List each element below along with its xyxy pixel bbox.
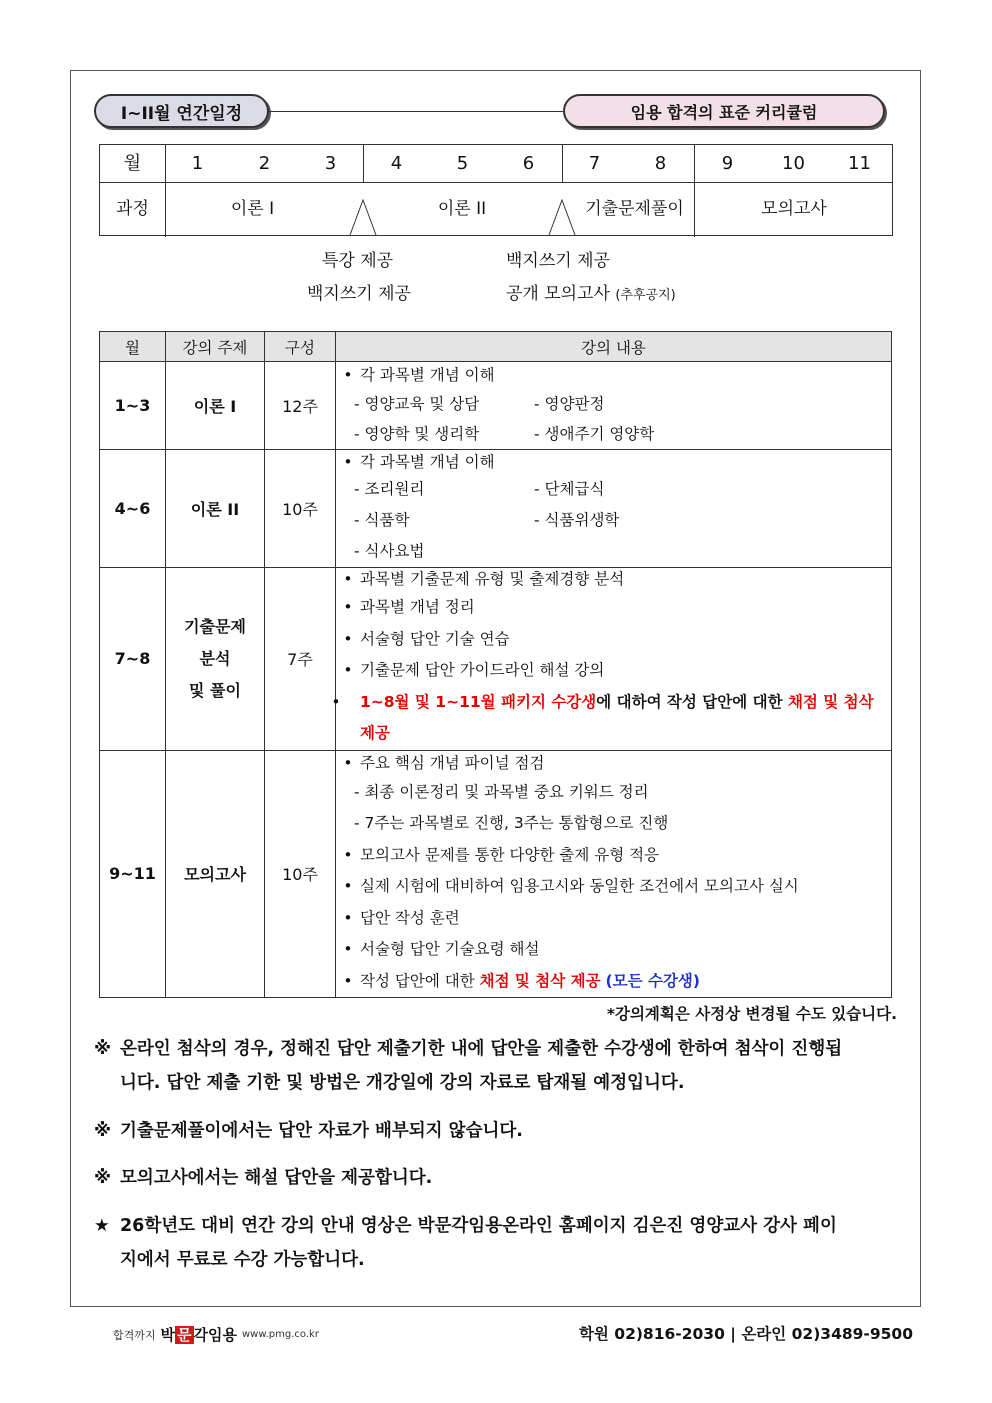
contact-info: 학원 02)816-2030 | 온라인 02)3489-9500 bbox=[578, 1325, 913, 1343]
bullet-icon: • bbox=[331, 692, 341, 711]
row-content bbox=[336, 750, 892, 998]
content-line: - 영양교육 및 상담 bbox=[354, 395, 480, 413]
lecture-detail-table bbox=[99, 331, 892, 998]
note-blank-writing-2: 백지쓰기 제공 bbox=[506, 251, 610, 271]
content-line: - 영양학 및 생리학 bbox=[354, 425, 480, 443]
bullet-icon: • bbox=[343, 598, 353, 616]
row-month: 4~6 bbox=[100, 450, 166, 568]
month-cell: 4 bbox=[390, 153, 403, 174]
month-cell: 8 bbox=[654, 153, 667, 174]
curriculum-badge: 임용 합격의 표준 커리큘럼 bbox=[563, 94, 885, 128]
row-month: 7~8 bbox=[100, 568, 166, 751]
row-content bbox=[336, 362, 892, 450]
highlight-text: 1~8월 및 1~11월 패키지 수강생 bbox=[360, 692, 597, 711]
content-line: 주요 핵심 개념 파이널 점검 bbox=[360, 753, 545, 772]
content-line: 과목별 기출문제 유형 및 출제경향 분석 bbox=[360, 570, 625, 588]
subject-line: 분석 bbox=[199, 648, 231, 668]
course-mock-exam: 모의고사 bbox=[761, 199, 827, 219]
reference-mark-icon: ※ bbox=[94, 1121, 112, 1141]
note-public-mock: 공개 모의고사 (추후공지) bbox=[506, 284, 676, 304]
section-title-badge: I~II월 연간일정 bbox=[94, 94, 269, 128]
row-month: 9~11 bbox=[100, 750, 166, 998]
notice-text: 니다. 답안 제출 기한 및 방법은 개강일에 강의 자료로 탑재될 예정입니다. bbox=[120, 1073, 685, 1093]
content-line: 각 과목별 개념 이해 bbox=[360, 366, 495, 384]
content-line: - 최종 이론정리 및 과목별 중요 키워드 정리 bbox=[354, 782, 649, 801]
notice-paragraph bbox=[94, 1114, 897, 1148]
course-label: 과정 bbox=[116, 199, 149, 219]
bullet-icon: • bbox=[343, 940, 353, 958]
note-special-lecture: 특강 제공 bbox=[322, 251, 394, 271]
notice-paragraph bbox=[94, 1032, 897, 1100]
schedule-overview-table bbox=[99, 144, 893, 236]
reference-mark-icon: ※ bbox=[94, 1039, 112, 1059]
notice-text: 기출문제풀이에서는 답안 자료가 배부되지 않습니다. bbox=[120, 1121, 523, 1141]
bullet-icon: • bbox=[343, 753, 353, 772]
notice-paragraph bbox=[94, 1209, 897, 1277]
table-row bbox=[100, 568, 892, 751]
month-cell: 2 bbox=[258, 153, 271, 174]
month-cell: 11 bbox=[848, 153, 871, 174]
content-line: 과목별 개념 정리 bbox=[360, 598, 475, 616]
row-count: 10주 bbox=[265, 450, 336, 568]
content-text: 에 대하여 작성 답안에 대한 bbox=[596, 692, 788, 711]
content-text: 작성 답안에 대한 bbox=[360, 971, 480, 990]
header-subject: 강의 주제 bbox=[166, 332, 265, 362]
course-past-exams: 기출문제풀이 bbox=[585, 199, 684, 219]
content-line: - 생애주기 영양학 bbox=[534, 425, 655, 443]
row-subject: 이론 I bbox=[166, 362, 265, 450]
logo-url: www.pmg.co.kr bbox=[242, 1329, 319, 1340]
content-line: - 식품위생학 bbox=[534, 511, 620, 529]
content-line: - 식사요법 bbox=[354, 542, 425, 560]
subject-line: 기출문제 bbox=[184, 616, 246, 636]
star-icon: ★ bbox=[94, 1216, 110, 1236]
course-theory-2: 이론 II bbox=[437, 199, 487, 219]
row-count: 7주 bbox=[265, 568, 336, 751]
highlight-text: 채점 및 첨삭 제공 bbox=[360, 692, 874, 742]
reference-mark-icon: ※ bbox=[94, 1168, 112, 1188]
row-content bbox=[331, 568, 892, 751]
month-cell: 1 bbox=[191, 153, 204, 174]
month-cell: 7 bbox=[588, 153, 601, 174]
notice-text: 온라인 첨삭의 경우, 정해진 답안 제출기한 내에 답안을 제출한 수강생에 한하여 첨삭이 진행됩 bbox=[120, 1039, 843, 1059]
notice-paragraph bbox=[94, 1161, 897, 1195]
row-content bbox=[336, 450, 892, 568]
content-line: 기출문제 답안 가이드라인 해설 강의 bbox=[360, 661, 605, 679]
bullet-icon: • bbox=[343, 971, 353, 990]
row-subject bbox=[166, 568, 265, 751]
content-line: - 조리원리 bbox=[354, 480, 425, 498]
logo-brand: 박 문 각임용 bbox=[160, 1326, 237, 1344]
bullet-icon: • bbox=[343, 877, 353, 895]
table-header-row bbox=[100, 332, 892, 362]
month-cell: 9 bbox=[721, 153, 734, 174]
content-line: 서술형 답안 기술요령 해설 bbox=[360, 940, 540, 958]
row-count: 12주 bbox=[265, 362, 336, 450]
row-subject: 이론 II bbox=[166, 450, 265, 568]
month-cell: 3 bbox=[324, 153, 337, 174]
footer-logo bbox=[113, 1324, 319, 1345]
plan-change-note: *강의계획은 사정상 변경될 수도 있습니다. bbox=[606, 1005, 897, 1023]
bullet-icon: • bbox=[343, 661, 353, 679]
content-line: 각 과목별 개념 이해 bbox=[360, 453, 495, 471]
row-subject: 모의고사 bbox=[166, 750, 265, 998]
bullet-icon: • bbox=[343, 629, 353, 648]
bullet-icon: • bbox=[343, 453, 353, 471]
bullet-icon: • bbox=[343, 570, 353, 588]
highlight-text: 채점 및 첨삭 제공 bbox=[479, 971, 601, 990]
course-theory-1: 이론 I bbox=[230, 199, 275, 219]
row-count: 10주 bbox=[265, 750, 336, 998]
header-count: 구성 bbox=[265, 332, 336, 362]
logo-tagline: 합격까지 bbox=[113, 1328, 156, 1342]
notice-text: 26학년도 대비 연간 강의 안내 영상은 박문각임용온라인 홈페이지 김은진 영양교사 강사 페이 bbox=[120, 1216, 837, 1236]
content-line: 답안 작성 훈련 bbox=[360, 908, 460, 927]
highlight-text: (모든 수강생) bbox=[605, 971, 700, 990]
note-blank-writing-1: 백지쓰기 제공 bbox=[307, 284, 411, 304]
header-content: 강의 내용 bbox=[336, 332, 892, 362]
table-row bbox=[100, 450, 892, 568]
notice-text: 지에서 무료로 수강 가능합니다. bbox=[120, 1250, 365, 1270]
content-line: 서술형 답안 기술 연습 bbox=[360, 629, 510, 648]
notice-text: 모의고사에서는 해설 답안을 제공합니다. bbox=[120, 1168, 433, 1188]
content-line: 모의고사 문제를 통한 다양한 출제 유형 적응 bbox=[360, 845, 660, 864]
content-line: - 식품학 bbox=[354, 511, 410, 529]
header-connector-line bbox=[269, 111, 563, 112]
row-month: 1~3 bbox=[100, 362, 166, 450]
content-line: 실제 시험에 대비하여 임용고시와 동일한 조건에서 모의고사 실시 bbox=[360, 877, 799, 895]
month-label: 월 bbox=[123, 153, 142, 174]
table-row bbox=[100, 362, 892, 450]
bullet-icon: • bbox=[343, 908, 353, 927]
content-line bbox=[331, 687, 891, 750]
subject-line: 및 풀이 bbox=[189, 680, 241, 700]
month-cell: 10 bbox=[782, 153, 805, 174]
note-later-notice: (추후공지) bbox=[615, 288, 676, 303]
month-cell: 5 bbox=[456, 153, 469, 174]
bullet-icon: • bbox=[343, 845, 353, 864]
content-line: - 단체급식 bbox=[534, 480, 605, 498]
bullet-icon: • bbox=[343, 366, 353, 384]
table-row bbox=[100, 750, 892, 998]
content-line: - 영양판정 bbox=[534, 395, 605, 413]
month-cell: 6 bbox=[522, 153, 535, 174]
content-line: - 7주는 과목별로 진행, 3주는 통합형으로 진행 bbox=[354, 814, 669, 832]
header-month: 월 bbox=[100, 332, 166, 362]
